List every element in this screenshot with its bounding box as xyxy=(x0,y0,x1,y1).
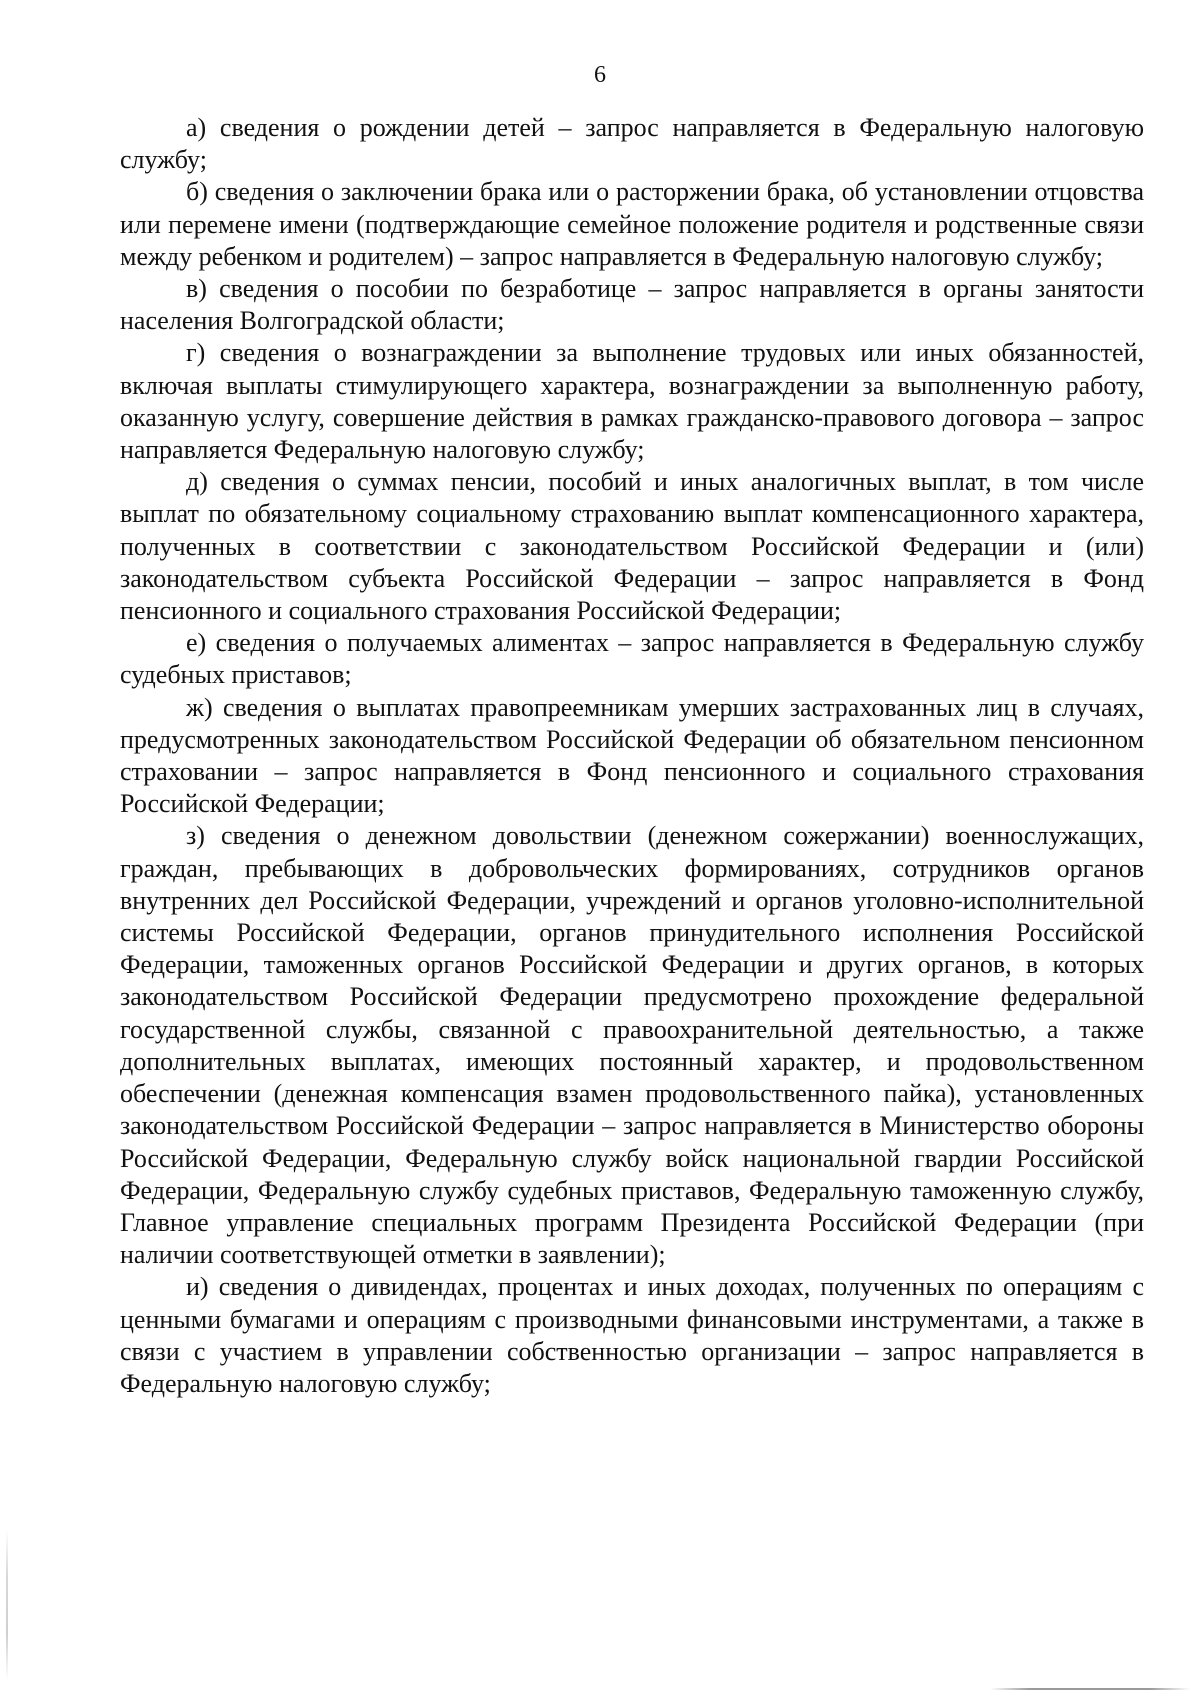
paragraph-v: в) сведения о пособии по безработице – запрос направляется в органы занятости населения Волгоградской области; xyxy=(120,274,1144,336)
paragraph-e: е) сведения о получаемых алиментах – запрос направляется в Федеральную службу судебных приставов; xyxy=(120,628,1144,690)
paragraph-a: а) сведения о рождении детей – запрос направляется в Федеральную налоговую службу; xyxy=(120,113,1144,175)
paragraph-g: г) сведения о вознаграждении за выполнение трудовых или иных обязанностей, включая выплаты стимулирующего характера, вознаграждении за выполненную работу, оказанную услугу, совершение действия в рамках гражданско-правового договора – запрос направляется Федеральную налоговую службу; xyxy=(120,338,1144,465)
document-body xyxy=(120,112,1144,1400)
paragraph-d: д) сведения о суммах пенсии, пособий и иных аналогичных выплат, в том числе выплат по обязательному социальному страхованию выплат компенсационного характера, полученных в соответствии с законодательством Российской Федерации и (или) законодательством субъекта Российской Федерации – запрос направляется в Фонд пенсионного и социального страхования Российской Федерации; xyxy=(120,467,1144,626)
page-number: 6 xyxy=(594,62,606,88)
paragraph-zh: ж) сведения о выплатах правопреемникам умерших застрахованных лиц в случаях, предусмотренных законодательством Российской Федерации об обязательном пенсионном страховании – запрос направляется в Фонд пенсионного и социального страхования Российской Федерации; xyxy=(120,692,1144,819)
scan-edge-mark xyxy=(6,1530,8,1680)
paragraph-z: з) сведения о денежном довольствии (денежном сожержании) военнослужащих, граждан, пребывающих в добровольческих формированиях, сотрудников органов внутренних дел Российской Федерации, учреждений и органов уголовно-исполнительной системы Российской Федерации, органов принудительного исполнения Российской Федерации, таможенных органов Российской Федерации и других органов, в которых законодательством Российской Федерации предусмотрено прохождение федеральной государственной службы, связанной с правоохранительной деятельностью, а также дополнительных выплатах, имеющих постоянный характер, и продовольственном обеспечении (денежная компенсация взамен продовольственного пайка), установленных законодательством Российской Федерации – запрос направляется в Министерство обороны Российской Федерации, Федеральную службу войск национальной гвардии Российской Федерации, Федеральную службу судебных приставов, Федеральную таможенную службу, Главное управление специальных программ Президента Российской Федерации (при наличии соответствующей отметки в заявлении); xyxy=(120,821,1144,1270)
paragraph-b: б) сведения о заключении брака или о расторжении брака, об установлении отцовства или перемене имени (подтверждающие семейное положение родителя и родственные связи между ребенком и родителем) – запрос направляется в Федеральную налоговую службу; xyxy=(120,177,1144,271)
paragraph-i: и) сведения о дивидендах, процентах и иных доходах, полученных по операциям с ценными бумагами и операциям с производными финансовыми инструментами, а также в связи с участием в управлении собственностью организации – запрос направляется в Федеральную налоговую службу; xyxy=(120,1272,1144,1398)
scan-edge-mark-bottom xyxy=(990,1688,1190,1690)
